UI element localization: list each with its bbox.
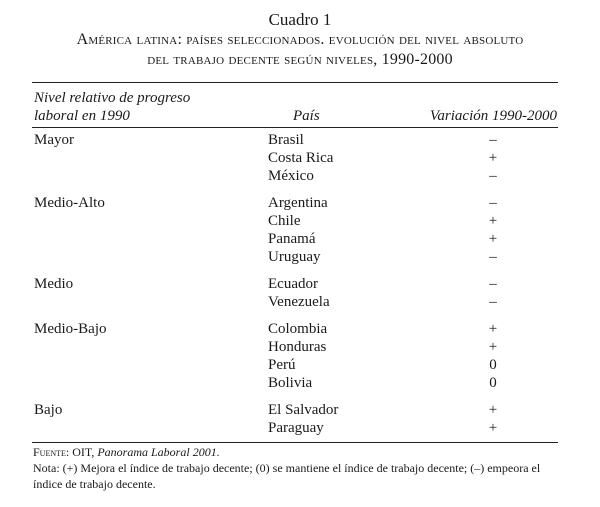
header-country: País	[293, 108, 320, 124]
cell-variation: –	[489, 168, 497, 184]
cell-variation: –	[489, 195, 497, 211]
cell-level: Bajo	[34, 402, 63, 418]
table-row	[0, 275, 600, 293]
cell-variation: –	[489, 249, 497, 265]
cell-variation: –	[489, 276, 497, 292]
header-variation: Variación 1990-2000	[429, 108, 557, 124]
cell-country: Chile	[268, 213, 301, 229]
cell-variation: –	[489, 132, 497, 148]
table-row	[0, 320, 600, 338]
cell-variation: +	[488, 339, 498, 355]
cell-variation: +	[488, 402, 498, 418]
table-row	[0, 248, 600, 266]
header-level-line-1: Nivel relativo de progreso	[34, 90, 191, 106]
table-row	[0, 149, 600, 167]
cell-variation: +	[488, 213, 498, 229]
cell-level: Medio-Bajo	[34, 321, 107, 337]
cell-variation: +	[488, 231, 498, 247]
bottom-rule	[32, 442, 558, 443]
cell-country: Colombia	[268, 321, 328, 337]
cell-country: México	[268, 168, 314, 184]
cell-country: Bolivia	[268, 375, 313, 391]
cell-variation: 0	[489, 375, 497, 391]
header-level-line-2: laboral en 1990	[34, 108, 130, 124]
table-row	[0, 293, 600, 311]
cell-country: Argentina	[268, 195, 328, 211]
top-rule	[32, 82, 558, 83]
table-number: Cuadro 1	[268, 10, 332, 29]
cell-country: Venezuela	[268, 294, 330, 310]
source-line	[33, 444, 573, 460]
table-note: Nota: (+) Mejora el índice de trabajo decente; (0) se mantiene el índice de trabajo decente; (–) empeora el índice de trabajo decente.	[33, 461, 541, 491]
table-title-line-2: del trabajo decente según niveles, 1990-2000	[147, 51, 453, 68]
source-org: OIT,	[72, 445, 95, 459]
cell-country: Paraguay	[268, 420, 324, 436]
table-row	[0, 194, 600, 212]
header-level	[34, 89, 234, 125]
cell-variation: –	[489, 294, 497, 310]
table-row	[0, 356, 600, 374]
table-row	[0, 374, 600, 392]
table-row	[0, 419, 600, 437]
table-row	[0, 230, 600, 248]
cell-level: Medio	[34, 276, 74, 292]
cell-country: Ecuador	[268, 276, 318, 292]
cell-variation: +	[488, 321, 498, 337]
cell-level: Mayor	[34, 132, 74, 148]
source-publication: Panorama Laboral 2001.	[97, 445, 220, 459]
cell-level: Medio-Alto	[34, 195, 105, 211]
cell-country: Uruguay	[268, 249, 321, 265]
cell-country: Honduras	[268, 339, 327, 355]
cell-country: Costa Rica	[268, 150, 334, 166]
cell-variation: +	[488, 150, 498, 166]
table-row	[0, 338, 600, 356]
header-rule	[32, 127, 558, 128]
table-row	[0, 167, 600, 185]
cell-country: Perú	[268, 357, 296, 373]
cell-variation: 0	[489, 357, 497, 373]
cell-variation: +	[488, 420, 498, 436]
table-title-line-1: América latina: países seleccionados. evolución del nivel absoluto	[76, 31, 524, 48]
source-label: Fuente:	[33, 445, 70, 459]
cell-country: Panamá	[268, 231, 316, 247]
cell-country: El Salvador	[268, 402, 339, 418]
table-row	[0, 212, 600, 230]
table-row	[0, 401, 600, 419]
table-row	[0, 131, 600, 149]
cell-country: Brasil	[268, 132, 304, 148]
